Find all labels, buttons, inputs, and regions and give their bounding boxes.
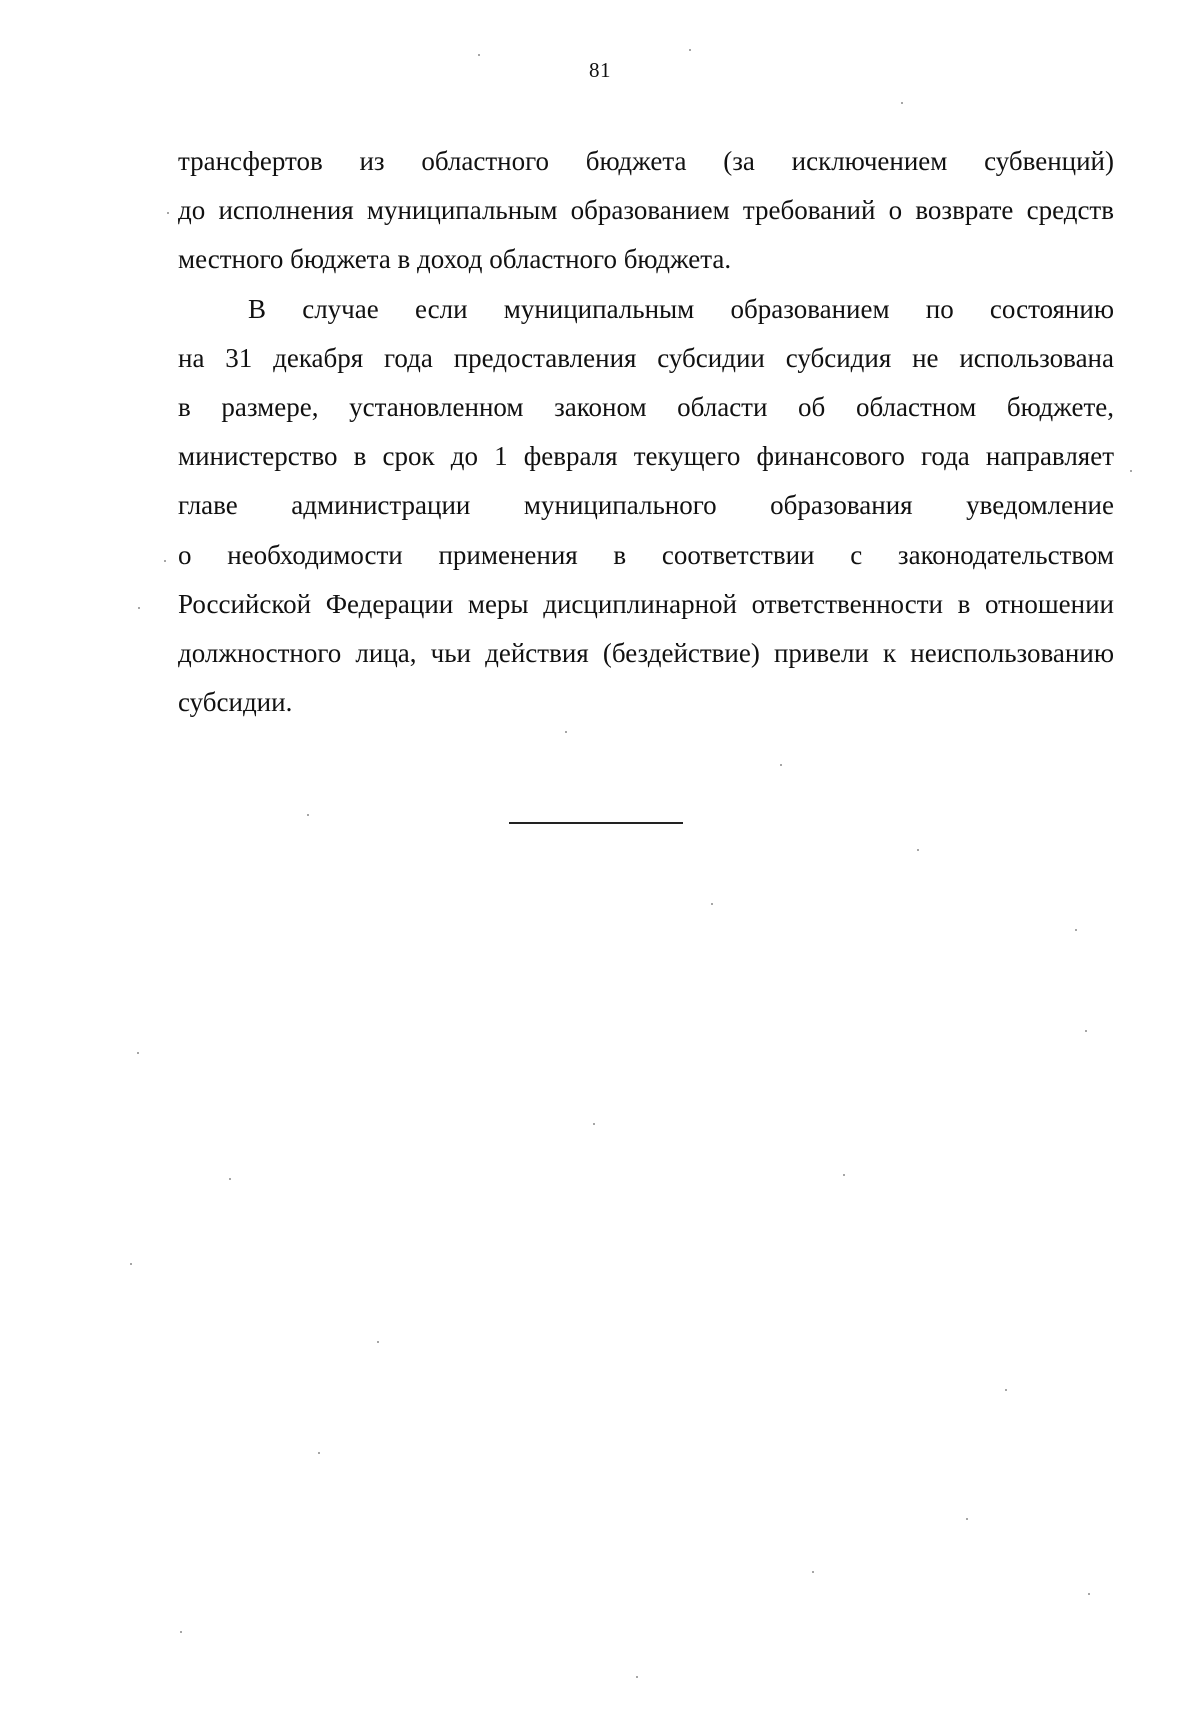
paragraph-1-line-2: до исполнения муниципальным образованием требований о возврате средств bbox=[178, 195, 1114, 226]
scan-speck bbox=[377, 1341, 379, 1343]
scan-speck bbox=[478, 54, 480, 56]
scan-speck bbox=[593, 1123, 595, 1125]
scan-speck bbox=[1085, 1030, 1087, 1032]
scan-speck bbox=[1130, 470, 1132, 472]
paragraph-2-line-4: министерство в срок до 1 февраля текущего финансового года направляет bbox=[178, 441, 1114, 472]
scan-speck bbox=[1005, 1389, 1007, 1391]
scan-speck bbox=[307, 814, 309, 816]
scan-speck bbox=[689, 49, 691, 51]
scan-speck bbox=[917, 849, 919, 851]
scan-speck bbox=[167, 212, 169, 214]
scan-speck bbox=[780, 764, 782, 766]
paragraph-2-line-7: Российской Федерации меры дисциплинарной ответственности в отношении bbox=[178, 588, 1114, 619]
paragraph-2-line-2: на 31 декабря года предоставления субсидии субсидия не использована bbox=[178, 342, 1114, 373]
paragraph-2-line-1: В случае если муниципальным образованием по состоянию bbox=[248, 293, 1114, 324]
end-of-document-rule bbox=[509, 822, 683, 824]
scan-speck bbox=[901, 102, 903, 104]
scan-speck bbox=[318, 1452, 320, 1454]
page-number: 81 bbox=[589, 58, 611, 82]
scan-speck bbox=[130, 1263, 132, 1265]
scan-speck bbox=[138, 607, 140, 609]
scan-speck bbox=[711, 903, 713, 905]
scan-speck bbox=[843, 1174, 845, 1176]
scan-speck bbox=[812, 1571, 814, 1573]
scan-speck bbox=[636, 1676, 638, 1678]
scan-speck bbox=[1075, 929, 1077, 931]
scan-speck bbox=[966, 1518, 968, 1520]
paragraph-2-line-5: главе администрации муниципального образования уведомление bbox=[178, 490, 1114, 521]
scan-speck bbox=[565, 731, 567, 733]
scan-speck bbox=[164, 560, 166, 562]
document-body bbox=[178, 137, 1114, 727]
paragraph-1-line-3: местного бюджета в доход областного бюджета. bbox=[178, 244, 732, 275]
scan-speck bbox=[137, 1052, 139, 1054]
paragraph-2-line-6: о необходимости применения в соответствии с законодательством bbox=[178, 539, 1114, 570]
paragraph-2-line-3: в размере, установленном законом области об областном бюджете, bbox=[178, 391, 1114, 422]
paragraph-2-line-9: субсидии. bbox=[178, 687, 293, 718]
scan-speck bbox=[1088, 1593, 1090, 1595]
scan-speck bbox=[229, 1178, 231, 1180]
paragraph-1-line-1: трансфертов из областного бюджета (за исключением субвенций) bbox=[178, 146, 1114, 176]
scan-speck bbox=[180, 1631, 182, 1633]
paragraph-2-line-8: должностного лица, чьи действия (бездействие) привели к неиспользованию bbox=[178, 637, 1114, 668]
